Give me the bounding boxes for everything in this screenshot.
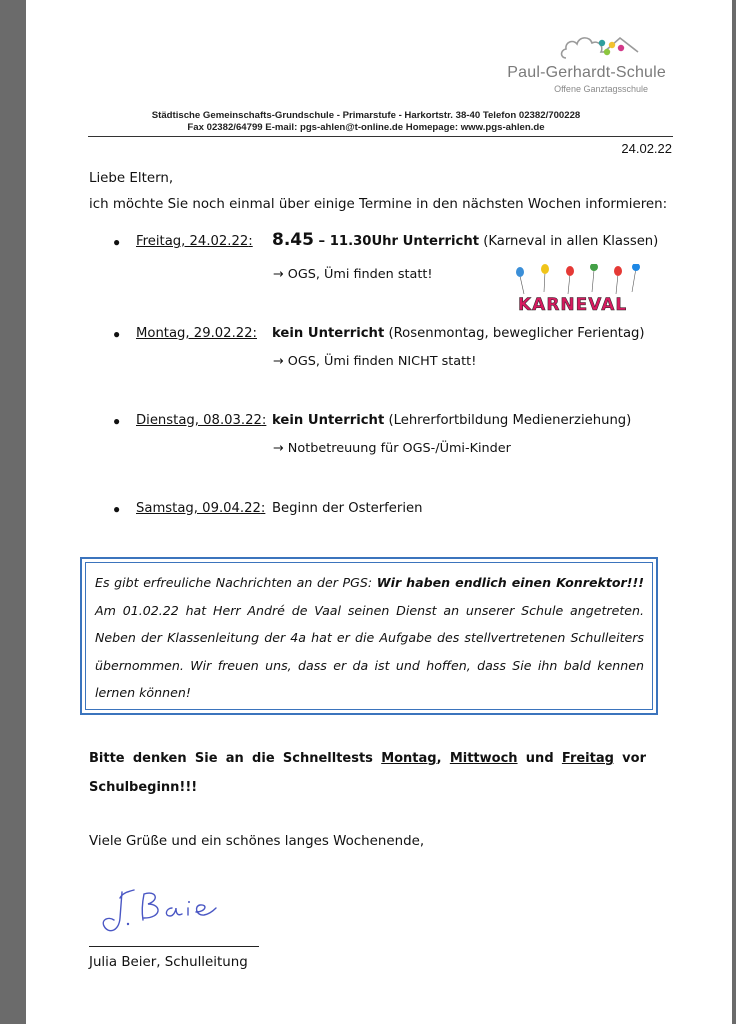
cloud-house-icon <box>558 28 650 64</box>
event-description: 8.45 – 11.30Uhr Unterricht (Karneval in allen Klassen) <box>272 230 659 250</box>
letterhead-line-1: Städtische Gemeinschafts-Grundschule - Primarstufe - Harkortstr. 38-40 Telefon 02382/700228 <box>151 110 581 121</box>
signer-name: Julia Beier, Schulleitung <box>89 955 248 970</box>
letterhead <box>86 110 646 134</box>
letter-date: 24.02.22 <box>621 141 672 156</box>
header-rule <box>88 136 673 137</box>
event-description: Beginn der Osterferien <box>272 501 423 516</box>
school-subtitle: Offene Ganztagsschule <box>554 84 648 94</box>
bullet-icon: ● <box>113 327 121 341</box>
karneval-balloons-image <box>512 264 642 316</box>
event-day: Freitag, 24.02.22: <box>136 234 253 249</box>
event-day: Dienstag, 08.03.22: <box>136 413 267 428</box>
bullet-icon: ● <box>113 502 121 516</box>
letterhead-line-2: Fax 02382/64799 E-mail: pgs-ahlen@t-online.de Homepage: www.pgs-ahlen.de <box>187 122 545 133</box>
school-name: Paul-Gerhardt-Schule <box>507 64 666 81</box>
event-day: Samstag, 09.04.22: <box>136 501 266 516</box>
event-followup: → Notbetreuung für OGS-/Ümi-Kinder <box>273 441 511 456</box>
event-description: kein Unterricht (Rosenmontag, beweglicher Ferientag) <box>272 326 645 341</box>
intro-text: ich möchte Sie noch einmal über einige Termine in den nächsten Wochen informieren: <box>89 197 668 212</box>
event-day: Montag, 29.02.22: <box>136 326 257 341</box>
closing-text: Viele Grüße und ein schönes langes Wochenende, <box>89 834 425 849</box>
event-followup: → OGS, Ümi finden statt! <box>273 267 433 282</box>
karneval-label: KARNEVAL <box>518 295 628 315</box>
test-reminder: Bitte denken Sie an die Schnelltests Montag, Mittwoch und Freitag vor Schulbeginn!!! <box>89 751 646 795</box>
bullet-icon: ● <box>113 235 121 249</box>
news-box <box>80 557 658 715</box>
news-text: Es gibt erfreuliche Nachrichten an der PGS: Wir haben endlich einen Konrektor!!! Am 01.02.22 hat Herr André de Vaal seinen Dienst an unserer Schule angetreten. Neben der Klassenleitung der 4a hat er die Aufgabe des stellvertretenen Schulleiters übernommen. Wir freuen uns, dass er da ist und hoffen, dass Sie ihn bald kennen lernen können! <box>85 562 653 710</box>
letter-page <box>26 0 732 1024</box>
event-description: kein Unterricht (Lehrerfortbildung Medienerziehung) <box>272 413 632 428</box>
school-logo <box>466 28 666 98</box>
greeting: Liebe Eltern, <box>89 171 174 186</box>
signature-line <box>89 946 259 947</box>
event-followup: → OGS, Ümi finden NICHT statt! <box>273 354 477 369</box>
handwritten-signature <box>96 880 236 940</box>
bullet-icon: ● <box>113 414 121 428</box>
